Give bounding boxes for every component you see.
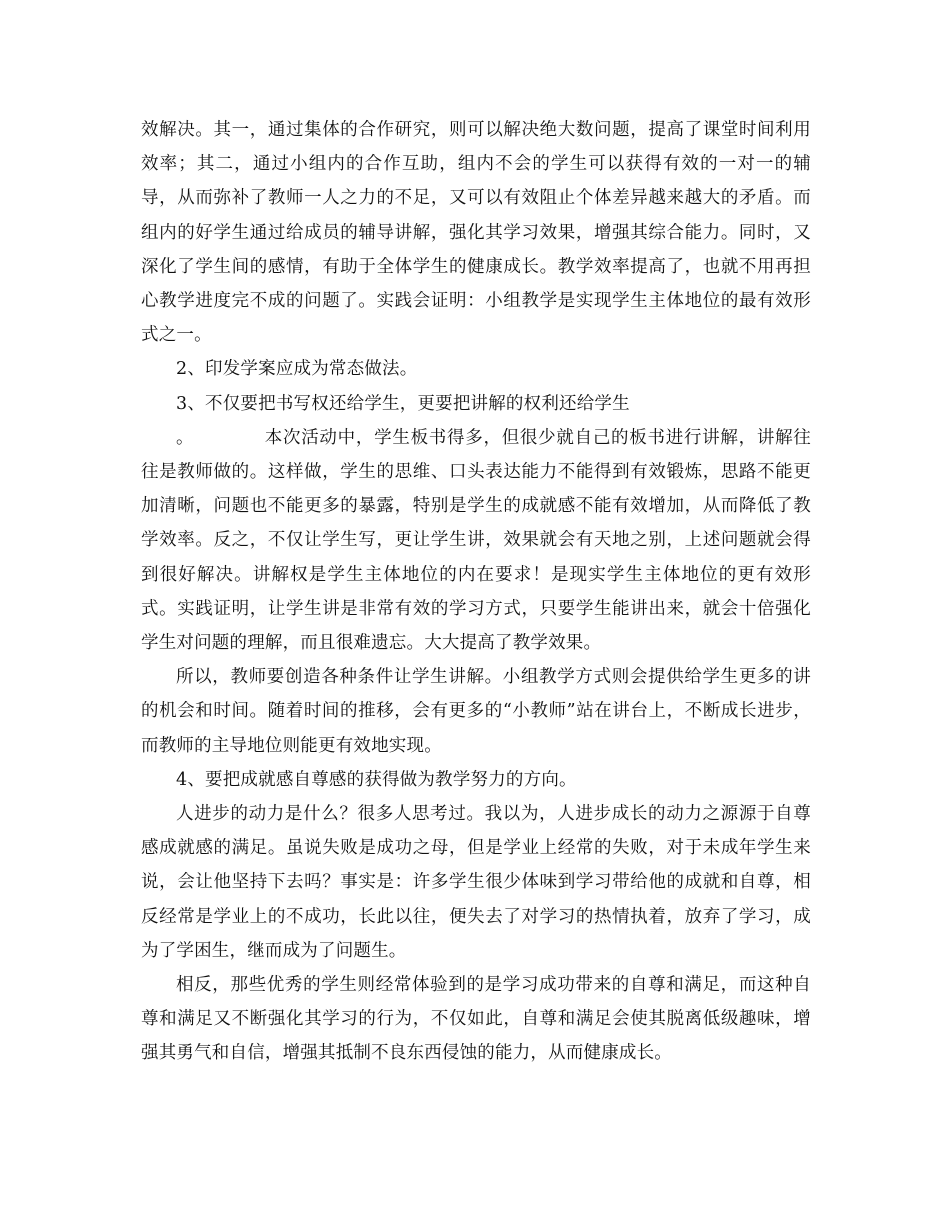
- paragraph-6: 4、要把成就感自尊感的获得做为教学努力的方向。: [176, 769, 577, 790]
- paragraph-4-lead: 。: [176, 427, 195, 448]
- paragraph-5: 所以，教师要创造各种条件让学生讲解。小组教学方式则会提供给学生更多的讲的机会和时间。随着时间的推移，会有更多的“小教师”站在讲台上，不断成长进步，而教师的主导地位则能更有效地实现。: [141, 667, 811, 756]
- paragraph-8: 相反，那些优秀的学生则经常体验到的是学习成功带来的自尊和满足，而这种自尊和满足又不断强化其学习的行为，不仅如此，自尊和满足会使其脱离低级趣味，增强其勇气和自信，增强其抵制不良东西侵蚀的能力，从而健康成长。: [141, 975, 811, 1064]
- paragraph-3: 3、不仅要把书写权还给学生，更要把讲解的权利还给学生: [176, 393, 630, 414]
- paragraph-2: 2、印发学案应成为常态做法。: [176, 359, 418, 380]
- paragraph-7: 人进步的动力是什么？很多人思考过。我以为，人进步成长的动力之源源于自尊感成就感的满足。虽说失败是成功之母，但是学业上经常的失败，对于未成年学生来说，会让他坚持下去吗？事实是：许多学生很少体味到学习带给他的成就和自尊，相反经常是学业上的不成功，长此以往，便失去了对学习的热情执着，放弃了学习，成为了学困生，继而成为了问题生。: [141, 804, 811, 961]
- document-body: [141, 113, 811, 1071]
- paragraph-1: 效解决。其一，通过集体的合作研究，则可以解决绝大数问题，提高了课堂时间利用效率；其二，通过小组内的合作互助，组内不会的学生可以获得有效的一对一的辅导，从而弥补了教师一人之力的不足，又可以有效阻止个体差异越来越大的矛盾。而组内的好学生通过给成员的辅导讲解，强化其学习效果，增强其综合能力。同时，又深化了学生间的感情，有助于全体学生的健康成长。教学效率提高了，也就不用再担心教学进度完不成的问题了。实践会证明：小组教学是实现学生主体地位的最有效形式之一。: [141, 120, 811, 346]
- paragraph-4: [141, 421, 811, 660]
- paragraph-4-text: 本次活动中，学生板书得多，但很少就自己的板书进行讲解，讲解往往是教师做的。这样做，学生的思维、口头表达能力不能得到有效锻炼，思路不能更加清晰，问题也不能更多的暴露，特别是学生的成就感不能有效增加，从而降低了教学效率。反之，不仅让学生写，更让学生讲，效果就会有天地之别，上述问题就会得到很好解决。讲解权是学生主体地位的内在要求！是现实学生主体地位的更有效形式。实践证明，让学生讲是非常有效的学习方式，只要学生能讲出来，就会十倍强化学生对问题的理解，而且很难遗忘。大大提高了教学效果。: [141, 427, 812, 654]
